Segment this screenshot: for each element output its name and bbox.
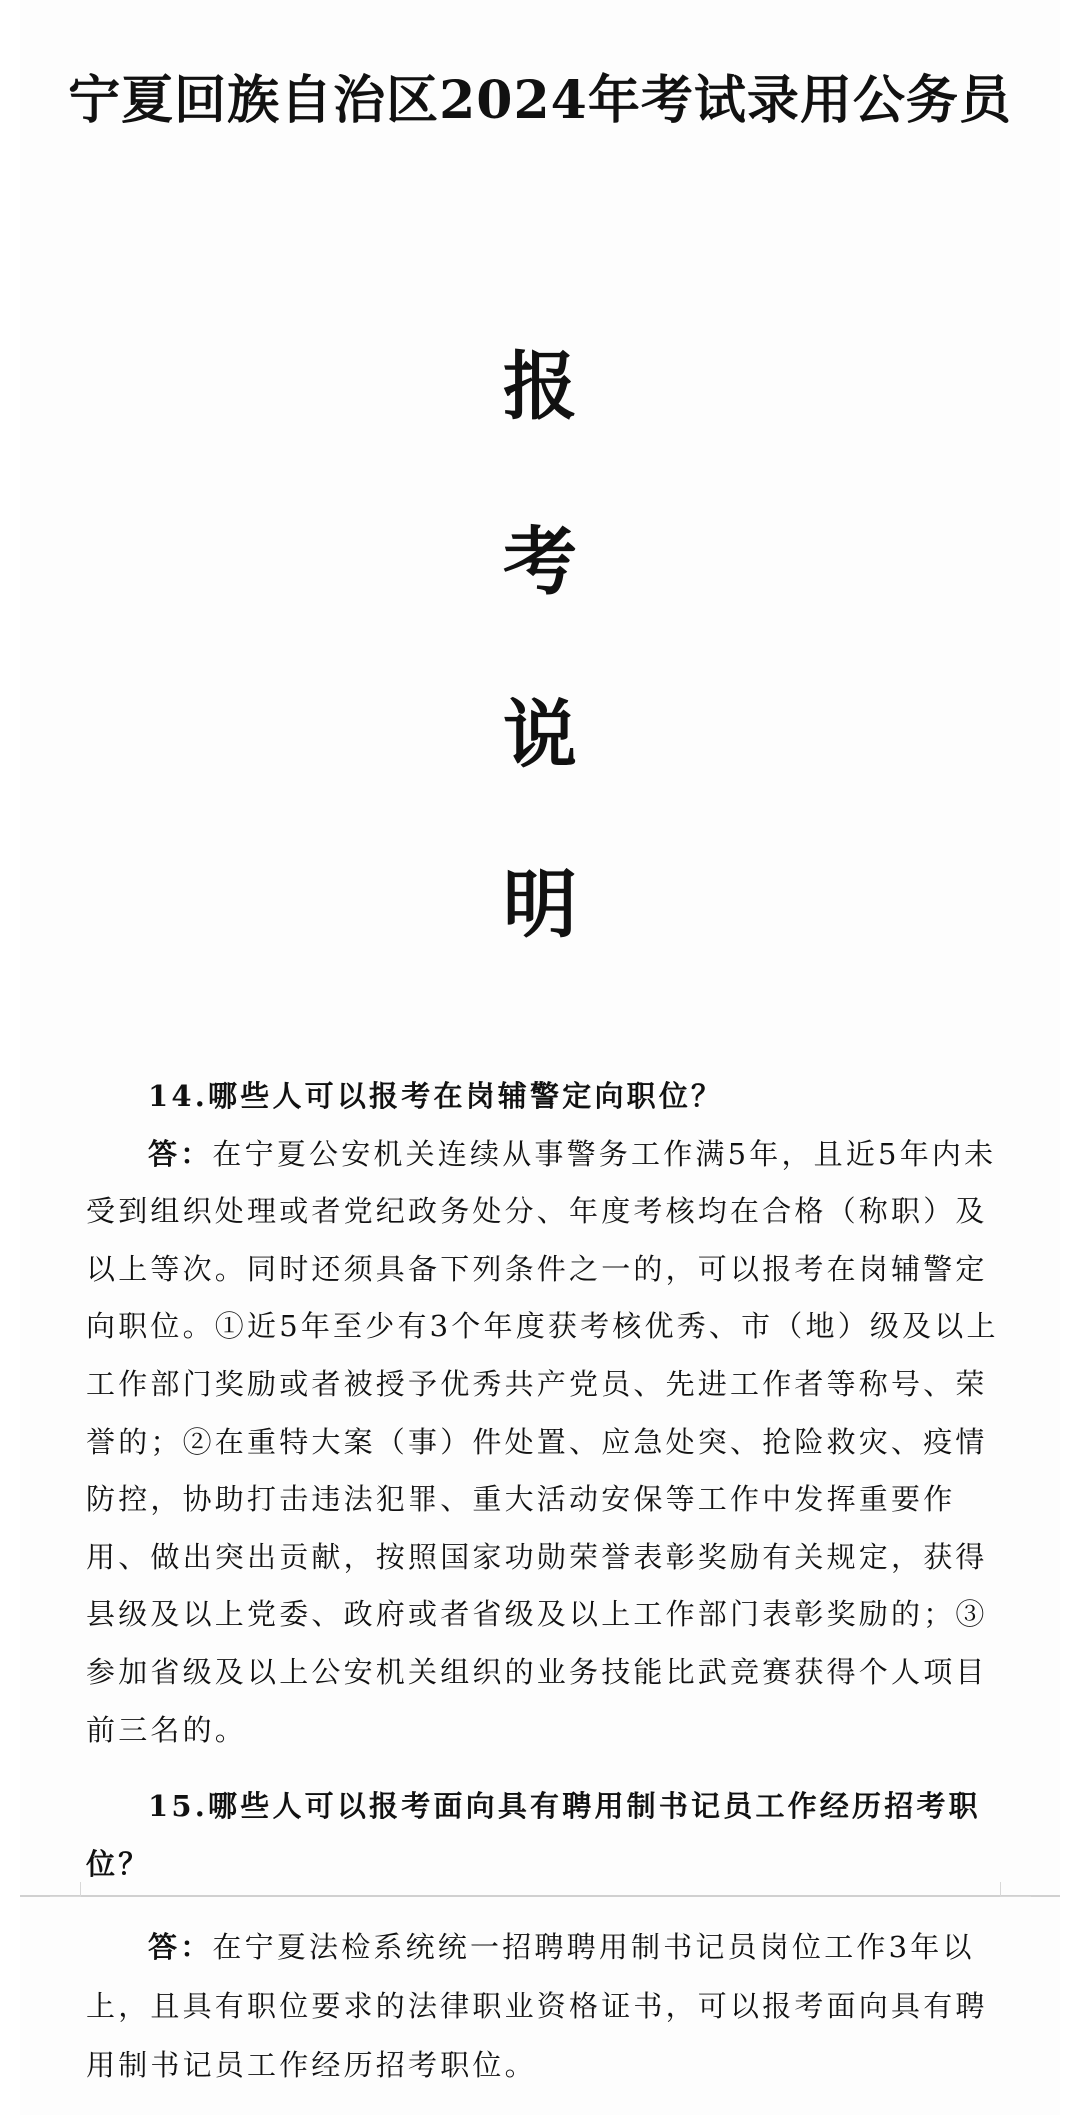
vertical-title-char-4: 明 bbox=[503, 862, 577, 948]
section-q15-answer bbox=[86, 1918, 1006, 2095]
question-heading: 14.哪些人可以报考在岗辅警定向职位？ bbox=[148, 1079, 724, 1113]
page-break-divider bbox=[20, 1895, 1060, 1897]
page-break-mark-right bbox=[1000, 1882, 1031, 1897]
answer-paragraph bbox=[86, 1126, 1006, 1760]
answer-text: 在宁夏公安机关连续从事警务工作满5年，且近5年内未受到组织处理或者党纪政务处分、年度考核均在合格（称职）及以上等次。同时还须具备下列条件之一的，可以报考在岗辅警定向职位。①近5年至少有3个年度获考核优秀、市（地）级及以上工作部门奖励或者被授予优秀共产党员、先进工作者等称号、荣誉的；②在重特大案（事）件处置、应急处突、抢险救灾、疫情防控，协助打击违法犯罪、重大活动安保等工作中发挥重要作用、做出突出贡献，按照国家功勋荣誉表彰奖励有关规定，获得县级及以上党委、政府或者省级及以上工作部门表彰奖励的；③参加省级及以上公安机关组织的业务技能比武竞赛获得个人项目前三名的。 bbox=[86, 1136, 999, 1747]
vertical-title-char-2: 考 bbox=[503, 519, 577, 605]
question-heading: 15.哪些人可以报考面向具有聘用制书记员工作经历招考职位？ bbox=[86, 1789, 981, 1881]
answer-label: 答： bbox=[148, 1930, 213, 1964]
answer-paragraph bbox=[86, 1918, 1006, 2095]
vertical-title-char-3: 说 bbox=[503, 692, 577, 778]
section-q15-heading bbox=[86, 1777, 1006, 1893]
page-break-mark-left bbox=[50, 1882, 81, 1897]
answer-label: 答： bbox=[148, 1136, 213, 1171]
document-title: 宁夏回族自治区2024年考试录用公务员 bbox=[68, 70, 1012, 131]
answer-text: 在宁夏法检系统统一招聘聘用制书记员岗位工作3年以上，且具有职位要求的法律职业资格证书，可以报考面向具有聘用制书记员工作经历招考职位。 bbox=[86, 1930, 988, 2082]
section-q14 bbox=[86, 1068, 1006, 1759]
vertical-title-char-1: 报 bbox=[503, 344, 577, 430]
